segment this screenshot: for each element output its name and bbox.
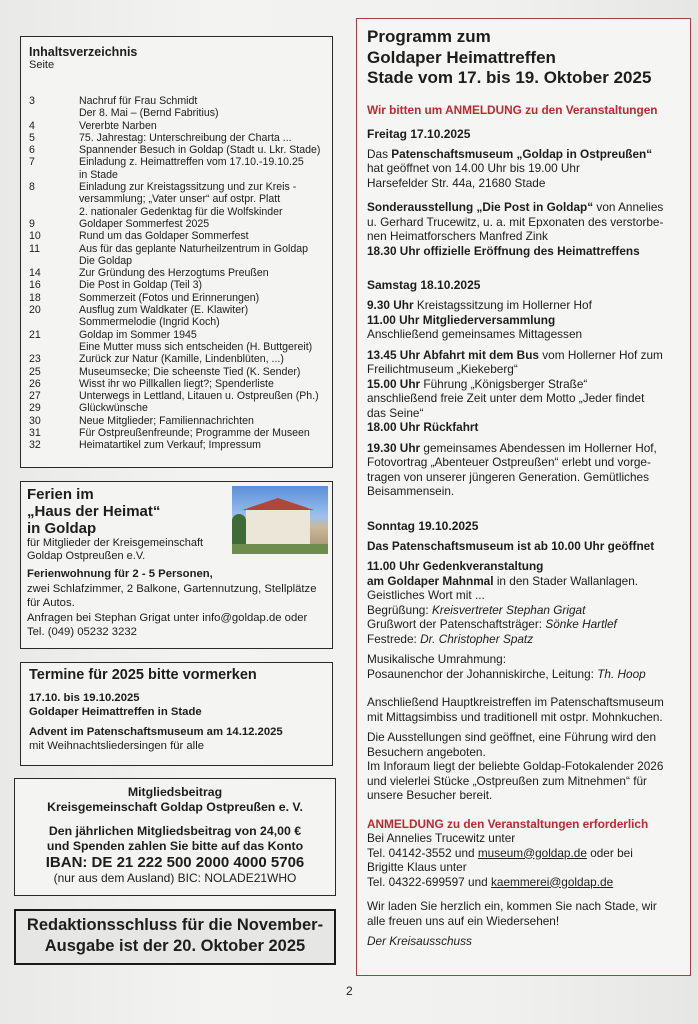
house-shape xyxy=(246,508,310,544)
toc-entry-page: 21 xyxy=(29,328,41,341)
sunday-heading: Sonntag 19.10.2025 xyxy=(367,518,479,533)
toc-entry-page: 18 xyxy=(29,291,41,304)
toc-entry-title: Nachruf für Frau Schmidt xyxy=(79,95,198,107)
program-title-3: Stade vom 17. bis 19. Oktober 2025 xyxy=(367,68,652,87)
toc-entry-title: Glückwünsche xyxy=(79,402,148,415)
toc-entry-page: 23 xyxy=(29,353,41,366)
toc-entry-page: 30 xyxy=(29,414,41,427)
holiday-title-1: Ferien im xyxy=(27,486,94,503)
toc-entry xyxy=(29,353,324,365)
toc-entry-page: 27 xyxy=(29,390,41,403)
membership-fee-box xyxy=(14,778,336,896)
toc-subtitle: Seite xyxy=(29,59,55,71)
roof-shape xyxy=(242,498,314,510)
deadline-line-2: Ausgabe ist der 20. Oktober 2025 xyxy=(44,937,306,955)
toc-entry xyxy=(29,95,324,120)
toc-entry xyxy=(29,304,324,329)
page-number: 2 xyxy=(346,984,353,998)
sunday-memorial: 11.00 Uhr Gedenkveranstaltung am Goldaper Mahnmal in den Stader Wallanlagen. Geistliches Wort mit ... Begrüßung: Kreisvertreter Stephan Grigat Grußwort der Patenschaftsträger: Sönke Hartlef Festrede: Dr. Christopher Spatz xyxy=(367,559,639,646)
toc-entry-title: Sommerzeit (Fotos und Erinnerungen) xyxy=(79,291,260,304)
fee-text-1: Den jährlichen Mitgliedsbeitrag von 24,00 € xyxy=(48,824,302,838)
toc-entry xyxy=(29,439,324,451)
toc-entry-title: Zur Gründung des Herzogtums Preußen xyxy=(79,267,269,280)
toc-entry-page: 16 xyxy=(29,279,41,292)
toc-entry-title: Sommermelodie (Ingrid Koch) xyxy=(79,316,220,329)
toc-entry xyxy=(29,243,324,268)
sunday-music: Musikalische Umrahmung: Posaunenchor der Johanniskirche, Leitung: Th. Hoop xyxy=(367,652,646,681)
toc-entry xyxy=(29,378,324,390)
friday-heading: Freitag 17.10.2025 xyxy=(367,126,471,141)
saturday-heading: Samstag 18.10.2025 xyxy=(367,278,481,292)
museum-email-link[interactable]: museum@goldap.de xyxy=(477,845,587,860)
registration-heading: ANMELDUNG zu den Veranstaltungen erforderlich xyxy=(367,816,649,831)
holiday-headline: Ferienwohnung für 2 - 5 Personen, xyxy=(27,568,213,580)
toc-entry-title: in Stade xyxy=(79,168,118,181)
toc-entry xyxy=(29,366,324,378)
sunday-main-meeting: Anschließend Hauptkreistreffen im Patenschaftsmuseum mit Mittagsimbiss und traditionell mit ostpr. Mohnkuchen. xyxy=(367,695,664,724)
date-1: 17.10. bis 19.10.2025 xyxy=(29,692,140,704)
toc-entry-title: Spannender Besuch in Goldap (Stadt u. Lkr. Stade) xyxy=(79,144,321,157)
program-title-2: Goldaper Heimattreffen xyxy=(367,47,556,67)
registration-contacts: Bei Annelies Trucewitz unter Tel. 04142-3552 und museum@goldap.de oder bei Brigitte Klaus unter Tel. 04322-699597 und kaemmerei@goldap.de xyxy=(367,831,633,889)
registration-request: Wir bitten um ANMELDUNG zu den Veranstaltungen xyxy=(367,102,658,117)
toc-list xyxy=(29,95,324,452)
holiday-contact: Anfragen bei Stephan Grigat unter info@goldap.de oder Tel. (049) 05232 3232 xyxy=(27,611,308,638)
toc-entry xyxy=(29,144,324,156)
ground-shape xyxy=(232,544,328,554)
toc-entry xyxy=(29,218,324,230)
toc-entry-title: Vererbte Narben xyxy=(79,119,157,132)
toc-entry-title: versammlung; „Vater unser“ auf ostpr. Platt xyxy=(79,193,281,206)
toc-entry-page: 5 xyxy=(29,131,35,144)
toc-entry-page: 10 xyxy=(29,230,41,243)
fee-text-2: und Spenden zahlen Sie bitte auf das Konto xyxy=(46,839,304,853)
toc-entry-page: 4 xyxy=(29,119,35,132)
toc-entry-title: Zurück zur Natur (Kamille, Lindenblüten, ...) xyxy=(79,353,284,366)
toc-entry xyxy=(29,415,324,427)
toc-entry xyxy=(29,267,324,279)
toc-entry-page: 20 xyxy=(29,304,41,317)
toc-entry-title: 2. nationaler Gedenktag für die Wolfskinder xyxy=(79,205,283,218)
toc-entry xyxy=(29,279,324,291)
toc-entry-title: Für Ostpreußenfreunde; Programme der Museen xyxy=(79,427,310,440)
holiday-sub-2: Goldap Ostpreußen e.V. xyxy=(27,550,146,562)
toc-entry-title: Die Goldap xyxy=(79,254,132,267)
toc-entry-title: Einladung zur Kreistagssitzung und zur Kreis - xyxy=(79,181,297,194)
toc-entry-page: 31 xyxy=(29,427,41,440)
fee-title-1: Mitgliedsbeitrag xyxy=(127,785,223,799)
toc-entry-page: 29 xyxy=(29,402,41,415)
program-box xyxy=(356,18,691,976)
toc-entry-page: 14 xyxy=(29,267,41,280)
toc-entry-title: Einladung z. Heimattreffen vom 17.10.-19.10.25 xyxy=(79,156,304,169)
toc-entry-title: Goldaper Sommerfest 2025 xyxy=(79,217,210,230)
table-of-contents xyxy=(20,36,333,468)
event-2: mit Weihnachtsliedersingen für alle xyxy=(29,740,204,752)
sunday-museum: Das Patenschaftsmuseum ist ab 10.00 Uhr geöffnet xyxy=(367,538,655,553)
invitation: Wir laden Sie herzlich ein, kommen Sie nach Stade, wir alle freuen uns auf ein Wiedersehen! xyxy=(367,899,657,928)
toc-entry-title: Die Post in Goldap (Teil 3) xyxy=(79,279,203,292)
toc-entry-title: Neue Mitglieder; Familiennachrichten xyxy=(79,414,254,427)
toc-entry-title: Eine Mutter muss sich entscheiden (H. Buttgereit) xyxy=(79,340,313,353)
house-photo xyxy=(232,486,328,554)
dates-box xyxy=(20,662,333,766)
friday-block: Das Patenschaftsmuseum „Goldap in Ostpreußen“ hat geöffnet von 14.00 Uhr bis 19.00 Uhr Harsefelder Str. 44a, 21680 Stade xyxy=(367,146,653,190)
toc-entry-title: Heimatartikel zum Verkauf; Impressum xyxy=(79,439,261,452)
toc-entry-page: 26 xyxy=(29,377,41,390)
toc-entry-title: Wisst ihr wo Pillkallen liegt?; Spenderliste xyxy=(79,377,274,390)
toc-entry xyxy=(29,181,324,218)
toc-entry xyxy=(29,329,324,354)
event-1: Goldaper Heimattreffen in Stade xyxy=(29,706,202,718)
holiday-body: zwei Schlafzimmer, 2 Balkone, Gartennutzung, Stellplätze für Autos. xyxy=(27,582,317,609)
toc-entry-title: 75. Jahrestag: Unterschreibung der Charta ... xyxy=(79,131,292,144)
toc-entry-title: Aus für das geplante Naturheilzentrum in Goldap xyxy=(79,242,309,255)
toc-entry xyxy=(29,132,324,144)
toc-entry xyxy=(29,390,324,402)
holiday-ad xyxy=(20,481,333,649)
toc-entry-page: 7 xyxy=(29,156,35,169)
date-2: Advent im Patenschaftsmuseum am 14.12.2025 xyxy=(29,726,283,738)
sunday-exhibitions: Die Ausstellungen sind geöffnet, eine Führung wird den Besuchern angeboten. Im Inforaum liegt der beliebte Goldap-Fotokalender 2026 und vielerlei Stücke „Ostpreußen zum Mitnehmen“ für unsere Besucher bereit. xyxy=(367,730,664,802)
editorial-deadline xyxy=(14,909,336,965)
toc-entry xyxy=(29,292,324,304)
toc-title: Inhaltsverzeichnis xyxy=(29,45,138,59)
bic: (nur aus dem Ausland) BIC: NOLADE21WHO xyxy=(53,871,297,885)
saturday-block-3: 19.30 Uhr gemeinsames Abendessen im Hollerner Hof, Fotovortrag „Abenteuer Ostpreußen“ erlebt und vorge- tragen von unserer jüngeren Generation. Gemütliches Beisammensein. xyxy=(367,440,657,498)
deadline-line-1: Redaktionsschluss für die November- xyxy=(26,916,324,934)
saturday-block-2: 13.45 Uhr Abfahrt mit dem Bus vom Hollerner Hof zum Freilichtmuseum „Kiekeberg“ 15.00 Uhr Führung „Königsberger Straße“ anschließend freie Zeit unter dem Motto „Jeder findet das Seine“ 18.00 Uhr Rückfahrt xyxy=(367,347,663,434)
fee-title-2: Kreisgemeinschaft Goldap Ostpreußen e. V. xyxy=(47,800,303,814)
toc-entry-page: 25 xyxy=(29,365,41,378)
toc-entry-page: 6 xyxy=(29,144,35,157)
toc-entry-title: Rund um das Goldaper Sommerfest xyxy=(79,230,249,243)
program-title-1: Programm zum xyxy=(367,27,491,46)
toc-entry xyxy=(29,402,324,414)
toc-entry xyxy=(29,230,324,242)
holiday-sub-1: für Mitglieder der Kreisgemeinschaft xyxy=(27,537,204,549)
toc-entry-title: Ausflug zum Waldkater (E. Klawiter) xyxy=(79,304,249,317)
special-exhibition: Sonderausstellung „Die Post in Goldap“ von Annelies u. Gerhard Trucewitz, u. a. mit Epxonaten des verstorbe- nen Heimatforschers Manfred Zink 18.30 Uhr offizielle Eröffnung des Heimattreffens xyxy=(367,200,664,258)
toc-entry xyxy=(29,427,324,439)
saturday-block-1: 9.30 Uhr Kreistagssitzung im Hollerner Hof 11.00 Uhr Mitgliederversammlung Anschließend gemeinsames Mittagessen xyxy=(367,298,592,341)
kaemmerei-email-link[interactable]: kaemmerei@goldap.de xyxy=(490,874,614,889)
toc-entry-page: 8 xyxy=(29,181,35,194)
toc-entry-title: Goldap im Sommer 1945 xyxy=(79,328,197,341)
holiday-title-3: in Goldap xyxy=(27,520,97,537)
dates-title: Termine für 2025 bitte vormerken xyxy=(29,667,257,683)
toc-entry-page: 9 xyxy=(29,217,35,230)
toc-entry-title: Der 8. Mai – (Bernd Fabritius) xyxy=(79,107,219,120)
toc-entry xyxy=(29,156,324,181)
toc-entry-page: 11 xyxy=(29,242,40,255)
iban: IBAN: DE 21 222 500 2000 4000 5706 xyxy=(45,854,305,871)
signature: Der Kreisausschuss xyxy=(367,934,472,948)
toc-entry-page: 3 xyxy=(29,95,35,107)
holiday-title-2: „Haus der Heimat“ xyxy=(27,503,161,520)
toc-entry xyxy=(29,120,324,132)
toc-entry-page: 32 xyxy=(29,439,41,452)
toc-entry-title: Museumsecke; Die scheenste Tied (K. Sender) xyxy=(79,365,301,378)
toc-entry-title: Unterwegs in Lettland, Litauen u. Ostpreußen (Ph.) xyxy=(79,390,319,403)
